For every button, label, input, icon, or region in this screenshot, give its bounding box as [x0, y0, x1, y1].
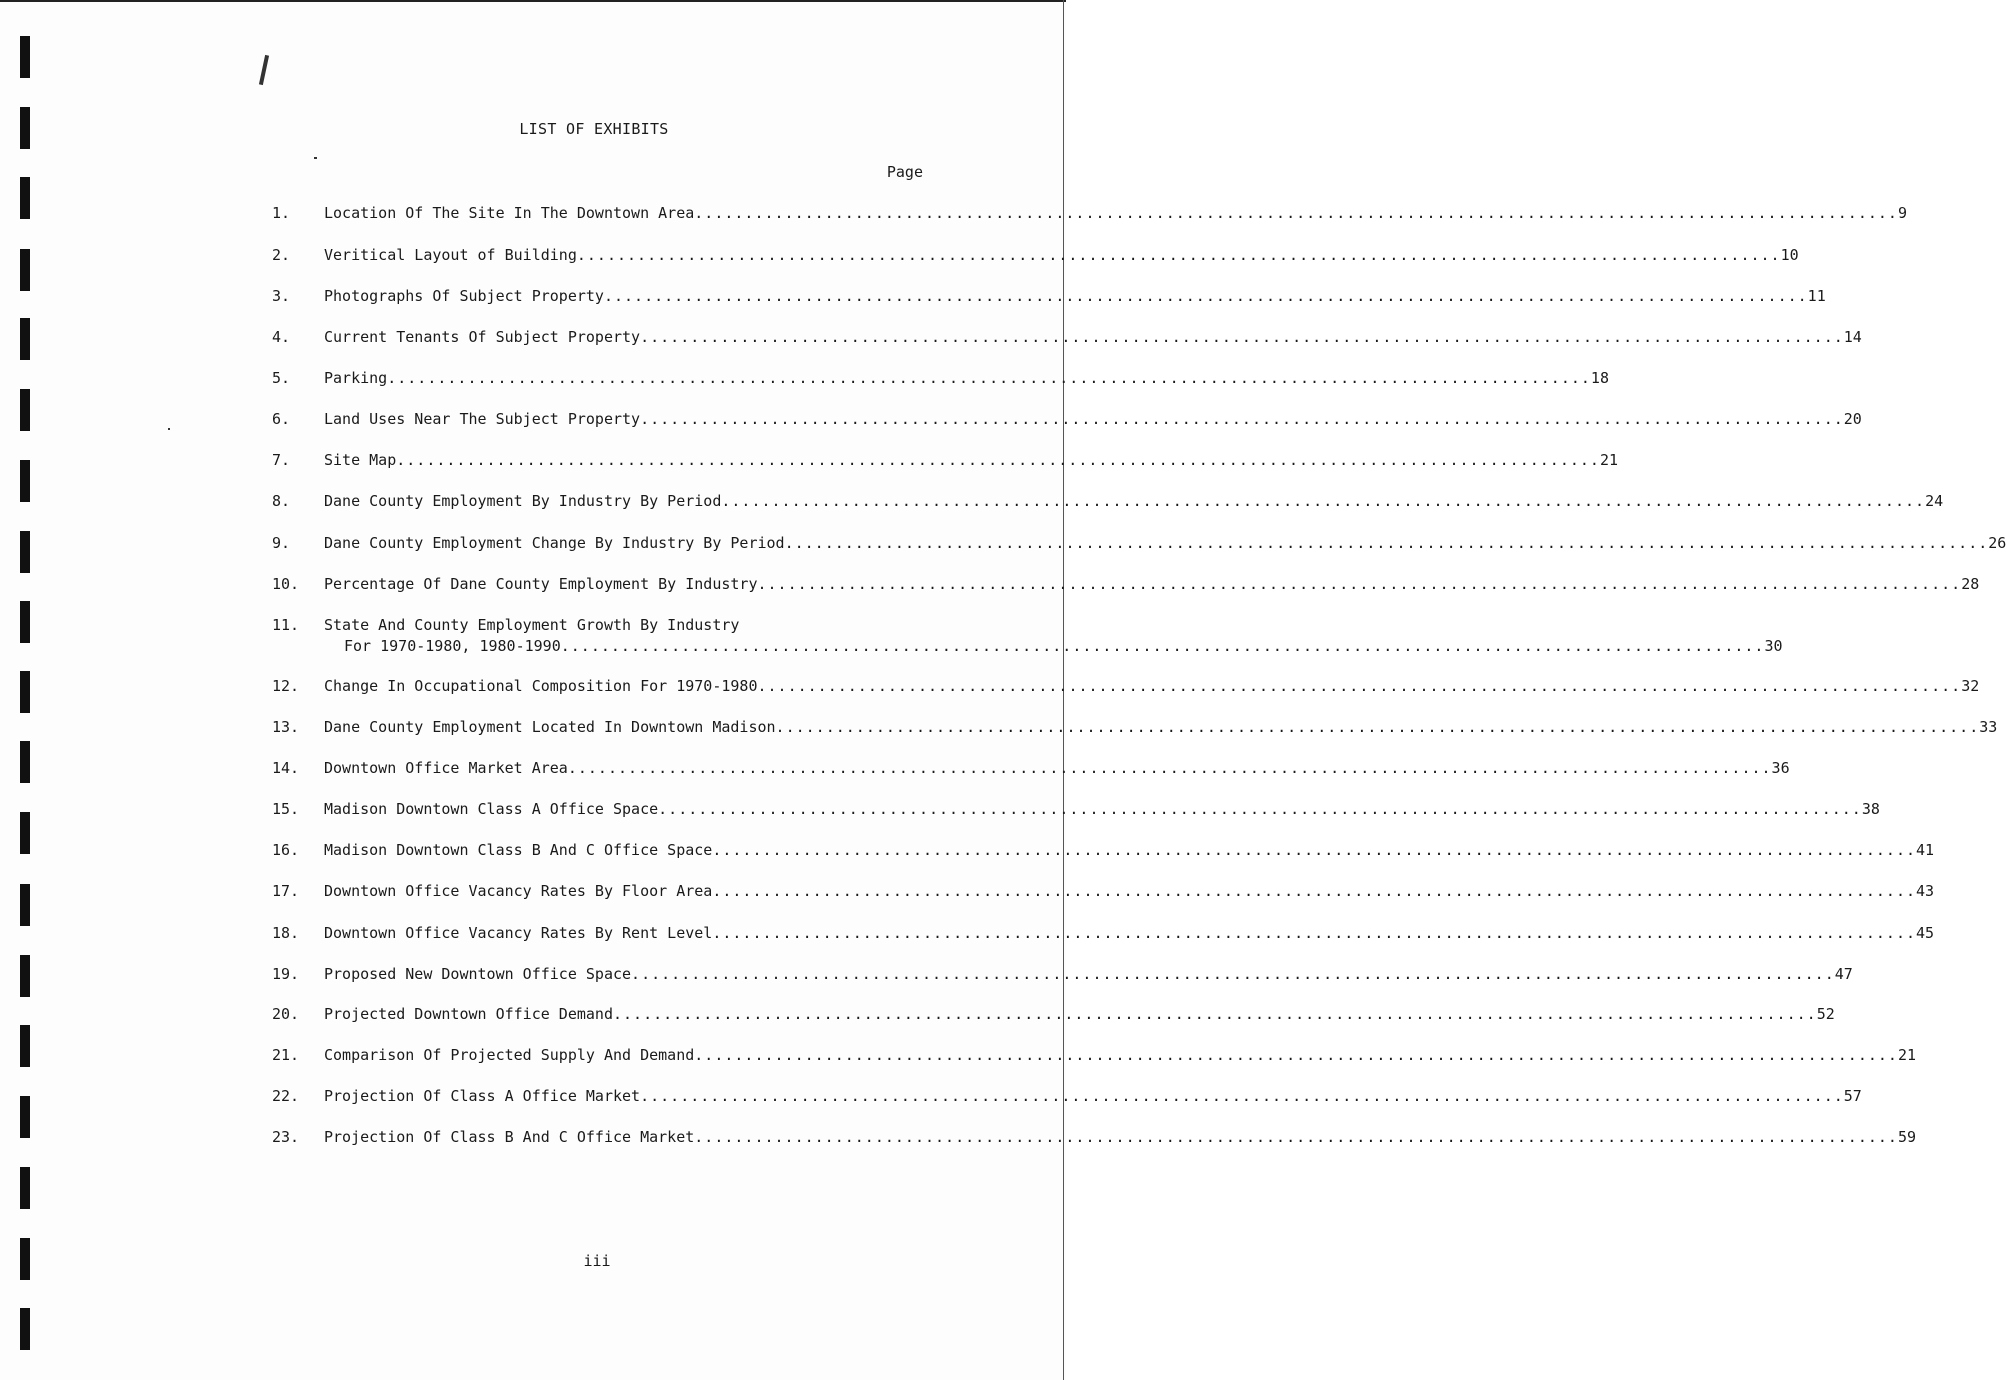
exhibit-number: 19.: [272, 965, 300, 983]
exhibit-page-number: 30: [1764, 637, 1783, 655]
exhibit-page-number: 14: [1843, 328, 1862, 346]
exhibit-title: Madison Downtown Class A Office Space: [324, 800, 659, 818]
exhibit-title: Projection Of Class A Office Market: [324, 1087, 641, 1105]
binder-hole-mark: [20, 177, 30, 219]
exhibit-page-number: 38: [1861, 800, 1880, 818]
binder-hole-mark: [20, 812, 30, 854]
leader-dots: ........................................................................................................................: [567, 759, 1772, 777]
leader-dots: ........................................................................................................................: [387, 369, 1591, 387]
leader-dots: ........................................................................................................................: [658, 800, 1862, 818]
exhibit-title: Downtown Office Vacancy Rates By Floor Area: [324, 882, 713, 900]
exhibit-page-number: 28: [1961, 575, 1980, 593]
leader-dots: ........................................................................................................................: [694, 1046, 1898, 1064]
page-title: LIST OF EXHIBITS: [519, 120, 669, 138]
binder-hole-mark: [20, 460, 30, 502]
exhibit-number: 3.: [272, 287, 291, 305]
exhibit-title: Site Map: [324, 451, 397, 469]
binder-hole-mark: [20, 1025, 30, 1067]
exhibit-page-number: 59: [1897, 1128, 1917, 1146]
leader-dots: ........................................................................................................................: [757, 575, 1962, 593]
leader-dots: ........................................................................................................................: [784, 534, 1989, 552]
exhibit-title: Downtown Office Market Area: [324, 759, 568, 777]
exhibit-page-number: 32: [1961, 677, 1980, 695]
exhibit-number: 14.: [272, 759, 300, 777]
exhibit-page-number: 57: [1843, 1087, 1862, 1105]
leader-dots: ........................................................................................................................: [694, 1128, 1898, 1146]
binder-hole-mark: [20, 1096, 30, 1138]
exhibit-title: Land Uses Near The Subject Property: [324, 410, 641, 428]
exhibit-page-number: 21: [1599, 451, 1619, 469]
exhibit-title: Location Of The Site In The Downtown Area: [324, 204, 695, 222]
leader-dots: ........................................................................................................................: [712, 841, 1917, 859]
exhibit-page-number: 18: [1590, 369, 1609, 387]
exhibit-title: Projected Downtown Office Demand: [324, 1005, 613, 1023]
binder-hole-mark: [20, 249, 30, 291]
leader-dots: ........................................................................................................................: [775, 718, 1980, 736]
binder-hole-mark: [20, 955, 30, 997]
stray-dot: [168, 428, 170, 430]
exhibit-title: Madison Downtown Class B And C Office Space: [324, 841, 713, 859]
leader-dots: ........................................................................................................................: [721, 492, 1926, 510]
exhibit-title: Projection Of Class B And C Office Market: [324, 1128, 695, 1146]
exhibit-title: Dane County Employment Change By Industry By Period: [324, 534, 785, 552]
exhibit-number: 4.: [272, 328, 291, 346]
exhibit-page-number: 20: [1843, 410, 1862, 428]
exhibit-title-continued: For 1970-1980, 1980-1990: [344, 637, 561, 655]
stray-dot: [314, 157, 317, 159]
exhibit-number: 13.: [272, 718, 300, 736]
exhibit-page-number: 41: [1916, 841, 1935, 859]
exhibit-page-number: 36: [1771, 759, 1790, 777]
exhibit-title: Parking: [324, 369, 388, 387]
exhibit-number: 18.: [272, 924, 300, 942]
exhibit-page-number: 45: [1916, 924, 1935, 942]
leader-dots: ........................................................................................................................: [631, 965, 1835, 983]
leader-dots: ........................................................................................................................: [576, 246, 1781, 264]
leader-dots: ........................................................................................................................: [396, 451, 1600, 469]
exhibit-number: 12.: [272, 677, 300, 695]
leader-dots: ........................................................................................................................: [640, 1087, 1844, 1105]
stray-pen-mark: [259, 55, 269, 85]
exhibit-title: Current Tenants Of Subject Property: [324, 328, 641, 346]
exhibit-title: Percentage Of Dane County Employment By Industry: [324, 575, 758, 593]
leader-dots: ........................................................................................................................: [612, 1005, 1817, 1023]
exhibit-title: Dane County Employment Located In Downtown Madison: [324, 718, 776, 736]
exhibit-page-number: 26: [1988, 534, 2006, 552]
exhibit-number: 16.: [272, 841, 300, 859]
exhibit-page-number: 43: [1916, 882, 1935, 900]
binder-hole-mark: [20, 318, 30, 360]
exhibit-number: 5.: [272, 369, 291, 387]
binder-hole-mark: [20, 531, 30, 573]
binder-hole-mark: [20, 671, 30, 713]
exhibit-page-number: 10: [1780, 246, 1799, 264]
exhibit-page-number: 33: [1979, 718, 1998, 736]
exhibit-title: State And County Employment Growth By Industry: [324, 616, 740, 634]
exhibit-number: 23.: [272, 1128, 300, 1146]
leader-dots: ........................................................................................................................: [757, 677, 1962, 695]
exhibit-number: 21.: [272, 1046, 300, 1064]
binder-hole-mark: [20, 601, 30, 643]
leader-dots: ........................................................................................................................: [640, 410, 1844, 428]
binder-hole-mark: [20, 36, 30, 78]
exhibit-page-number: 24: [1925, 492, 1944, 510]
binder-hole-mark: [20, 389, 30, 431]
exhibit-number: 1.: [272, 204, 291, 222]
exhibit-number: 15.: [272, 800, 300, 818]
leader-dots: ........................................................................................................................: [640, 328, 1844, 346]
exhibit-number: 11.: [272, 616, 300, 634]
binder-hole-mark: [20, 741, 30, 783]
exhibit-title: Dane County Employment By Industry By Period: [324, 492, 722, 510]
page-column-label: Page: [886, 163, 923, 181]
exhibit-page-number: 52: [1816, 1005, 1835, 1023]
exhibit-number: 7.: [272, 451, 291, 469]
page-top-edge: [0, 0, 1066, 2]
exhibit-title: Downtown Office Vacancy Rates By Rent Level: [324, 924, 713, 942]
exhibit-page-number: 21: [1897, 1046, 1917, 1064]
exhibit-number: 8.: [272, 492, 291, 510]
exhibit-title: Change In Occupational Composition For 1970-1980: [324, 677, 758, 695]
binder-hole-mark: [20, 1308, 30, 1350]
binder-hole-mark: [20, 884, 30, 926]
exhibit-number: 10.: [272, 575, 300, 593]
leader-dots: ........................................................................................................................: [560, 637, 1765, 655]
exhibit-number: 2.: [272, 246, 291, 264]
exhibit-title: Proposed New Downtown Office Space: [324, 965, 632, 983]
exhibit-title: Comparison Of Projected Supply And Demand: [324, 1046, 695, 1064]
exhibit-number: 9.: [272, 534, 291, 552]
exhibit-page-number: 9: [1897, 204, 1907, 222]
leader-dots: ........................................................................................................................: [603, 287, 1808, 305]
leader-dots: ........................................................................................................................: [712, 924, 1917, 942]
page-number-footer: iii: [583, 1252, 611, 1270]
exhibit-number: 17.: [272, 882, 300, 900]
leader-dots: ........................................................................................................................: [694, 204, 1898, 222]
exhibit-number: 22.: [272, 1087, 300, 1105]
leader-dots: ........................................................................................................................: [712, 882, 1917, 900]
exhibit-page-number: 11: [1807, 287, 1826, 305]
exhibit-number: 20.: [272, 1005, 300, 1023]
exhibit-title: Veritical Layout of Building: [324, 246, 577, 264]
exhibit-title: Photographs Of Subject Property: [324, 287, 604, 305]
exhibit-number: 6.: [272, 410, 291, 428]
exhibit-page-number: 47: [1834, 965, 1853, 983]
binder-hole-mark: [20, 1167, 30, 1209]
